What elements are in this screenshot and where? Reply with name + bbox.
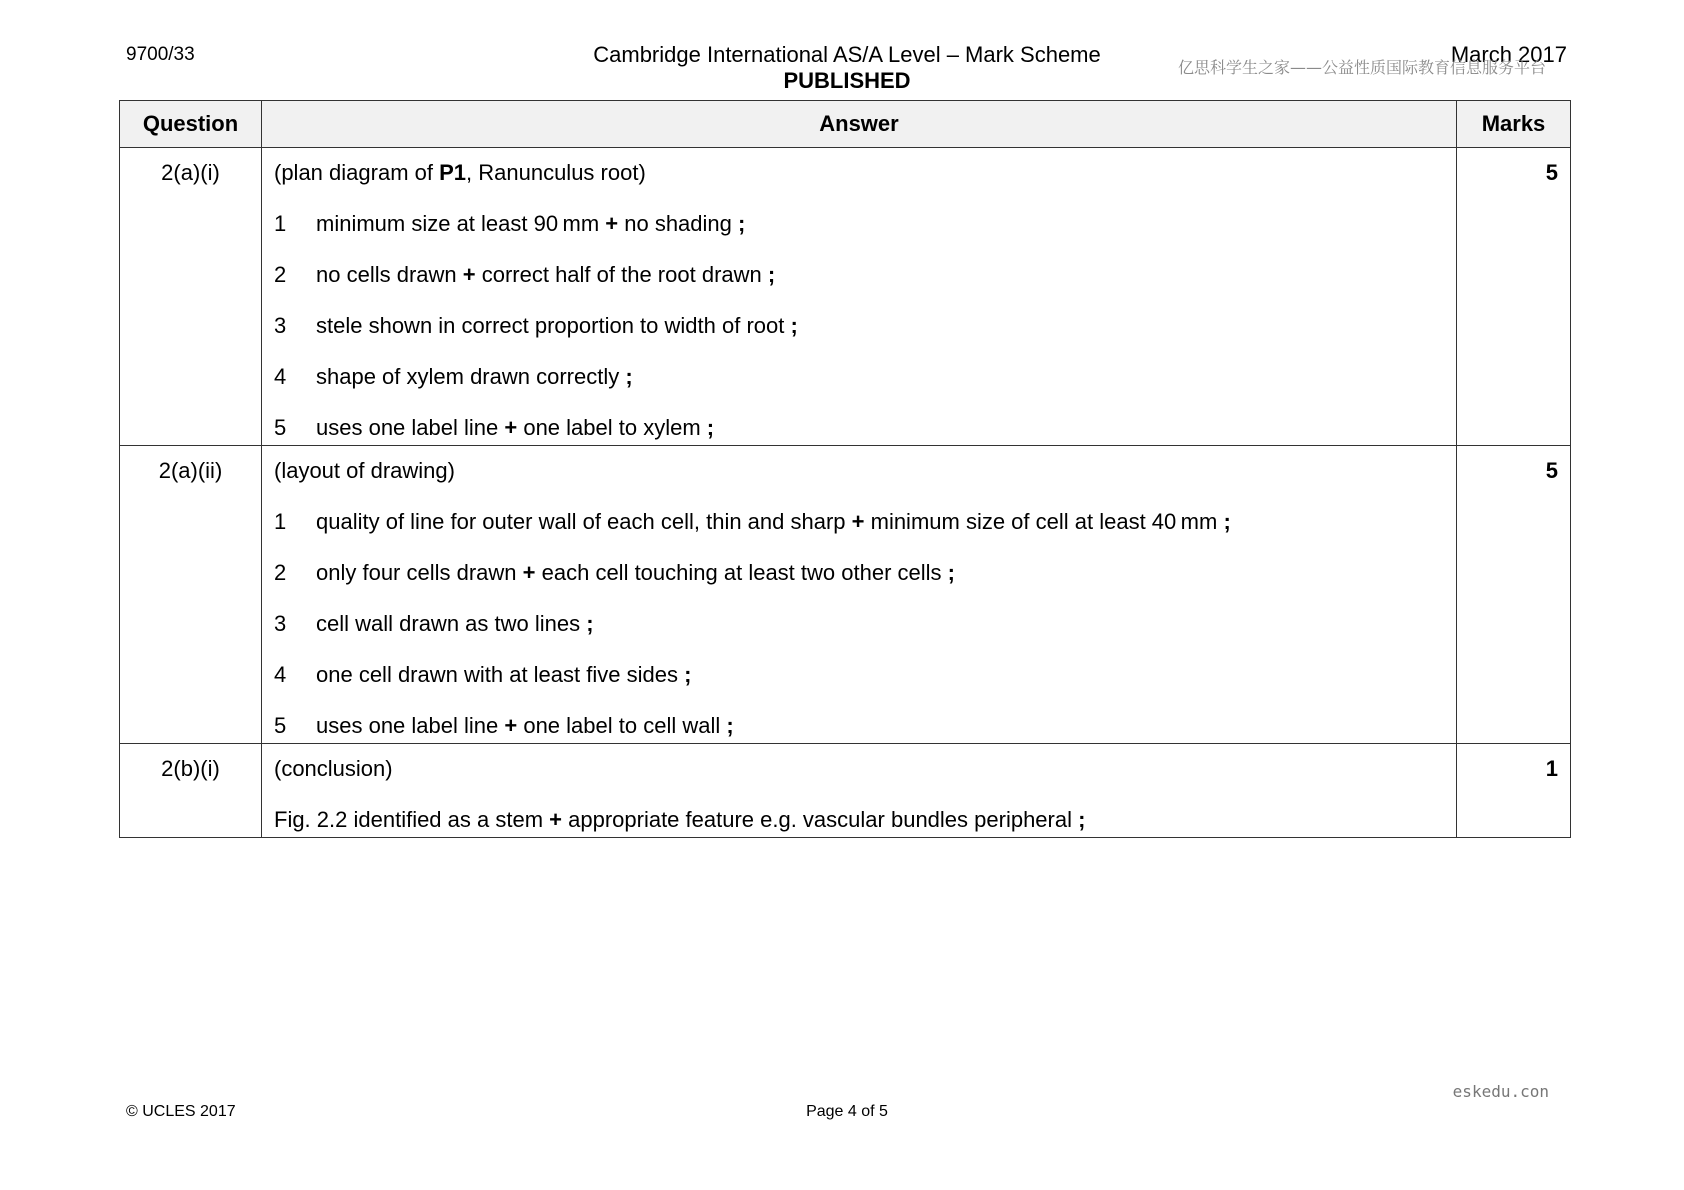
column-header-answer: Answer <box>262 101 1457 148</box>
question-number: 2(a)(ii) <box>120 446 262 744</box>
point-text: correct half of the root drawn <box>475 262 768 287</box>
bold-marker: + <box>522 560 536 585</box>
bold-marker: + <box>504 713 518 738</box>
point-text: uses one label line <box>316 415 505 440</box>
marking-point <box>274 662 1444 688</box>
intro-text-end: , Ranunculus root) <box>466 160 646 185</box>
bold-marker: + <box>851 509 865 534</box>
point-number: 1 <box>274 211 287 236</box>
marking-point <box>274 415 1444 441</box>
point-text: quality of line for outer wall of each cell, thin and sharp <box>316 509 852 534</box>
bold-marker: ; <box>726 713 734 738</box>
point-number: 2 <box>274 560 287 585</box>
column-header-marks: Marks <box>1457 101 1571 148</box>
point-number: 2 <box>274 262 287 287</box>
point-number: 3 <box>274 313 287 338</box>
marks-value: 5 <box>1457 446 1571 744</box>
copyright-notice: © UCLES 2017 <box>126 1103 236 1120</box>
marking-point <box>274 560 1444 586</box>
bold-marker: + <box>504 415 518 440</box>
answer-cell <box>262 148 1457 446</box>
point-text: minimum size at least 90 mm <box>316 211 606 236</box>
table-row <box>120 148 1571 446</box>
marks-value: 1 <box>1457 744 1571 838</box>
answer-cell <box>262 744 1457 838</box>
answer-intro: (layout of drawing) <box>274 458 455 483</box>
point-number: 5 <box>274 415 287 440</box>
page-number: Page 4 of 5 <box>806 1103 888 1120</box>
marking-points <box>274 509 1444 739</box>
point-text: minimum size of cell at least 40 mm <box>864 509 1224 534</box>
footer-watermark: eskedu.con <box>1452 1082 1549 1101</box>
paper-code: 9700/33 <box>126 44 195 65</box>
header-watermark: 亿思科学生之家——公益性质国际教育信息服务平台 <box>1177 58 1546 77</box>
column-header-question: Question <box>120 101 262 148</box>
point-text: one cell drawn with at least five sides <box>316 662 685 687</box>
point-number: 5 <box>274 713 287 738</box>
bold-marker: ; <box>1078 807 1086 832</box>
answer-statement <box>274 807 1444 833</box>
marks-value: 5 <box>1457 148 1571 446</box>
marking-points <box>274 211 1444 441</box>
bold-marker: ; <box>1223 509 1231 534</box>
point-text: only four cells drawn <box>316 560 523 585</box>
point-text: uses one label line <box>316 713 505 738</box>
exam-date: March 2017 <box>1450 42 1567 67</box>
point-text: Fig. 2.2 identified as a stem <box>274 807 550 832</box>
intro-bold-text: P1 <box>439 160 467 185</box>
marking-point <box>274 713 1444 739</box>
bold-marker: ; <box>738 211 746 236</box>
point-text: one label to xylem <box>517 415 707 440</box>
point-text: stele shown in correct proportion to width of root <box>316 313 791 338</box>
point-number: 4 <box>274 662 287 687</box>
answer-intro: (conclusion) <box>274 756 393 781</box>
intro-text: (plan diagram of <box>274 160 440 185</box>
bold-marker: + <box>605 211 619 236</box>
bold-marker: + <box>462 262 476 287</box>
answer-cell <box>262 446 1457 744</box>
point-number: 4 <box>274 364 287 389</box>
question-number: 2(b)(i) <box>120 744 262 838</box>
mark-scheme-table <box>119 100 1571 838</box>
bold-marker: ; <box>790 313 798 338</box>
point-text: appropriate feature e.g. vascular bundles peripheral <box>562 807 1079 832</box>
marking-point <box>274 211 1444 237</box>
point-text: shape of xylem drawn correctly <box>316 364 626 389</box>
table-row <box>120 446 1571 744</box>
marking-point <box>274 262 1444 288</box>
point-text: cell wall drawn as two lines <box>316 611 587 636</box>
answer-intro <box>274 160 1444 186</box>
bold-marker: ; <box>586 611 594 636</box>
bold-marker: ; <box>625 364 633 389</box>
published-label: PUBLISHED <box>783 68 911 93</box>
point-text: no shading <box>618 211 738 236</box>
point-text: one label to cell wall <box>517 713 727 738</box>
table-header-row <box>120 101 1571 148</box>
question-number: 2(a)(i) <box>120 148 262 446</box>
bold-marker: ; <box>706 415 715 440</box>
table-row <box>120 744 1571 838</box>
document-title: Cambridge International AS/A Level – Mark Scheme <box>593 42 1101 67</box>
point-number: 1 <box>274 509 287 534</box>
marking-point <box>274 364 1444 390</box>
marking-point <box>274 611 1444 637</box>
point-text: each cell touching at least two other cells <box>535 560 948 585</box>
bold-marker: ; <box>947 560 955 585</box>
bold-marker: + <box>549 807 562 832</box>
bold-marker: ; <box>767 262 776 287</box>
marking-point <box>274 313 1444 339</box>
point-text: no cells drawn <box>316 262 463 287</box>
point-number: 3 <box>274 611 287 636</box>
bold-marker: ; <box>684 662 692 687</box>
marking-point <box>274 509 1444 535</box>
